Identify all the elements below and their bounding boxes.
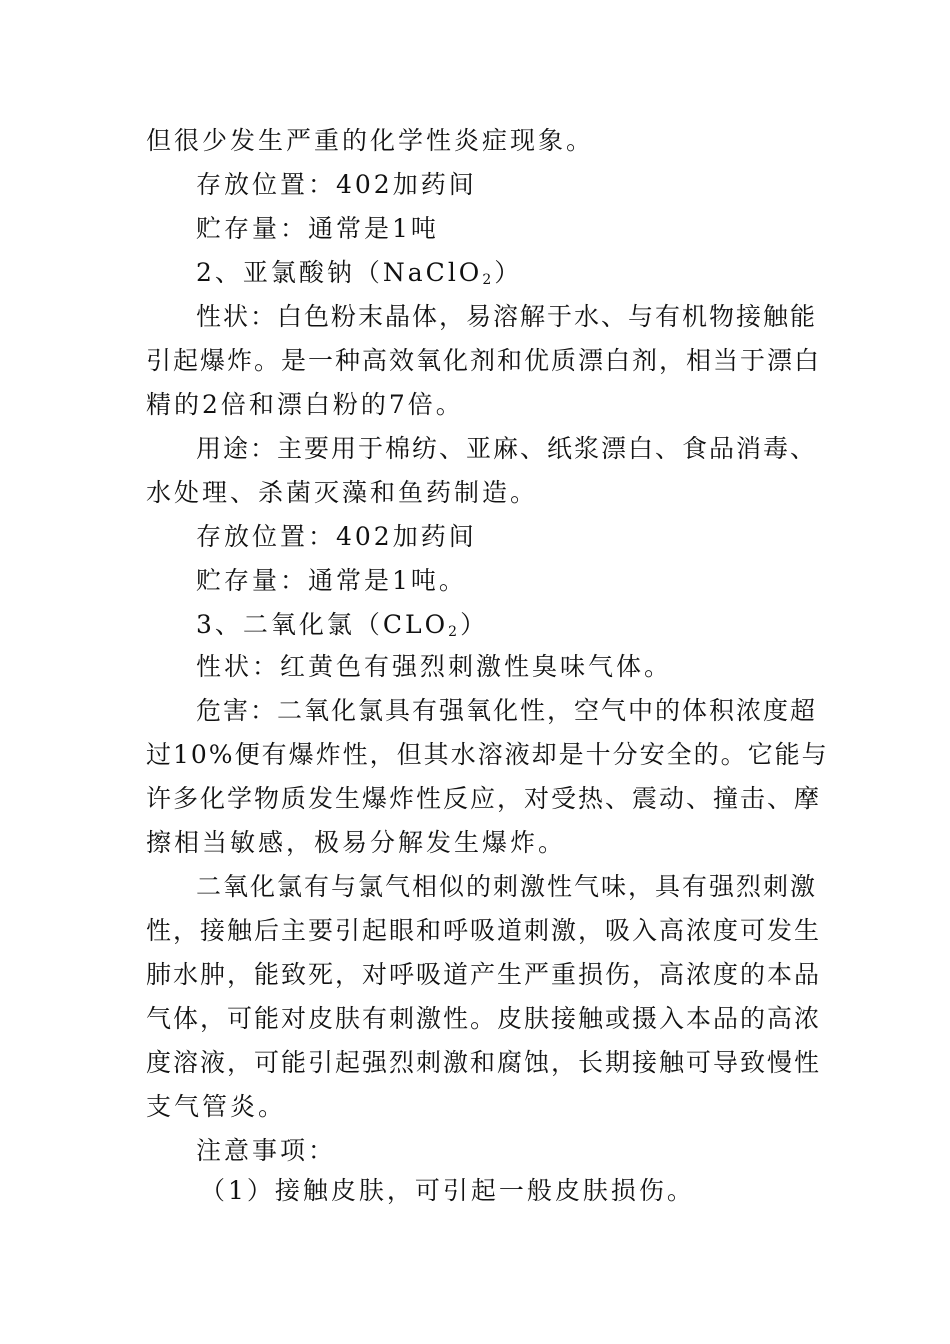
storage-location-line: 存放位置：402加药间: [196, 170, 477, 199]
heading-text: 3、二氧化氯（CLO: [196, 610, 449, 639]
paragraph-line: 肺水肿，能致死，对呼吸道产生严重损伤，高浓度的本品: [146, 960, 822, 989]
paragraph-line: 水处理、杀菌灭藻和鱼药制造。: [146, 478, 539, 507]
heading-suffix: ）: [494, 258, 523, 287]
paragraph-line: 气体，可能对皮肤有刺激性。皮肤接触或摄入本品的高浓: [146, 1004, 822, 1033]
paragraph-line: 许多化学物质发生爆炸性反应，对受热、震动、撞击、摩: [146, 784, 822, 813]
notes-heading: 注意事项：: [196, 1136, 337, 1165]
paragraph-line: 支气管炎。: [146, 1092, 287, 1121]
paragraph-line: 度溶液，可能引起强烈刺激和腐蚀，长期接触可导致慢性: [146, 1048, 822, 1077]
notes-item: （1）接触皮肤，可引起一般皮肤损伤。: [200, 1176, 695, 1205]
heading-text: 2、亚氯酸钠（NaClO: [196, 258, 483, 287]
paragraph-line: 擦相当敏感，极易分解发生爆炸。: [146, 828, 567, 857]
paragraph-line: 性状：红黄色有强烈刺激性臭味气体。: [196, 652, 673, 681]
storage-quantity-line: 贮存量：通常是1吨: [196, 214, 439, 243]
section-heading-sodium-chlorite: [196, 251, 806, 295]
paragraph-line: 但很少发生严重的化学性炎症现象。: [146, 126, 595, 155]
paragraph-line: 过10%便有爆炸性，但其水溶液却是十分安全的。它能与: [146, 740, 829, 769]
heading-subscript: 2: [482, 272, 495, 288]
paragraph-line: 用途：主要用于棉纺、亚麻、纸浆漂白、食品消毒、: [196, 434, 818, 463]
paragraph-line: 性，接触后主要引起眼和呼吸道刺激，吸入高浓度可发生: [146, 916, 822, 945]
heading-subscript: 2: [448, 624, 461, 640]
paragraph-line: 二氧化氯有与氯气相似的刺激性气味，具有强烈刺激: [196, 872, 818, 901]
storage-location-line: 存放位置：402加药间: [196, 522, 477, 551]
heading-suffix: ）: [460, 610, 489, 639]
paragraph-line: 精的2倍和漂白粉的7倍。: [146, 390, 464, 419]
section-heading-chlorine-dioxide: [196, 603, 806, 647]
paragraph-line: 引起爆炸。是一种高效氧化剂和优质漂白剂，相当于漂白: [146, 346, 822, 375]
paragraph-line: 危害：二氧化氯具有强氧化性，空气中的体积浓度超: [196, 696, 818, 725]
storage-quantity-line: 贮存量：通常是1吨。: [196, 566, 467, 595]
paragraph-line: 性状：白色粉末晶体，易溶解于水、与有机物接触能: [196, 302, 818, 331]
